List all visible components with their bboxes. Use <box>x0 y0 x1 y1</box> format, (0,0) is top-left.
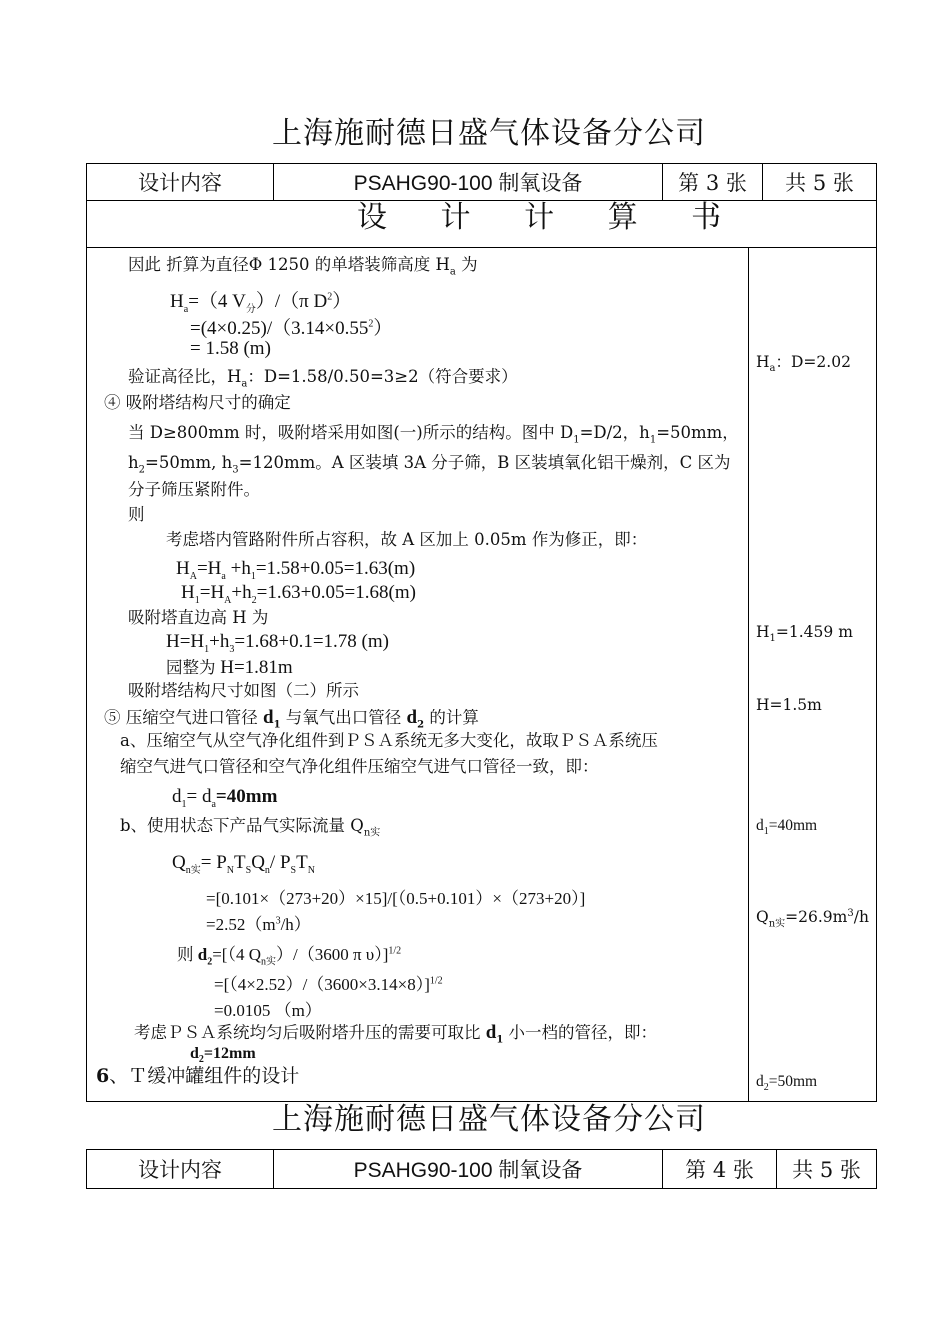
line-structure-2: $h_2=50mm$, $h_3=120mm$。A 区装填 3A 分子筛，B 区装填氧化铝干燥剂，C 区为 <box>128 453 731 476</box>
design-content-label: 设计内容 <box>87 164 274 200</box>
result-h1: $H_1=1.459$ m <box>756 623 853 645</box>
design-content-label-page2: 设计内容 <box>87 1150 274 1188</box>
formula-H1: $H_1=H_A+h_2=1.63+0.05=1.68(m)$ <box>181 582 416 606</box>
project-name-page2: PSAHG90-100 制氧设备 <box>274 1150 663 1188</box>
result-d1: $d_1=40mm$ <box>756 817 818 838</box>
sheet-number: 第 3 张 <box>663 164 763 200</box>
section-6-heading: 6、Ｔ缓冲罐组件的设计 <box>96 1065 300 1087</box>
total-sheets-page2: 共 5 张 <box>792 1158 861 1182</box>
formula-H: $H=H_1+h_3=1.68+0.1=1.78$ (m) <box>166 631 389 655</box>
formula-d2-result: =0.0105 （m） <box>214 1001 322 1020</box>
line-a-2: 缩空气进气口管径和空气净化组件压缩空气进气口管径一致，即： <box>120 757 599 776</box>
formula-HA: $H_A=H_a +h_1=1.58+0.05=1.63(m)$ <box>176 558 416 582</box>
line-equiv-height: 因此 折算为直径Φ 1250 的单塔装筛高度 $H_a$ 为 <box>128 255 478 278</box>
line-structure-3: 分子筛压紧附件。 <box>128 480 260 499</box>
company-name-page2: 上海施耐德日盛气体设备分公司 <box>272 1102 706 1137</box>
section-5-heading: ⑤ 压缩空气进口管径 $d_1$ 与氧气出口管径 $d_2$ 的计算 <box>104 707 479 731</box>
line-smaller-size: 考虑ＰＳＡ系统均匀后吸附塔升压的需要可取比 $d_1$ 小一档的管径，即： <box>134 1022 658 1046</box>
result-d2: $d_2=50mm$ <box>756 1073 818 1094</box>
line-verify-ratio: 验证高径比，$H_a$：D=1.58/0.50=3≥2（符合要求） <box>128 367 518 390</box>
line-correction: 考虑塔内管路附件所占容积，故 A 区加上 0.05m 作为修正，即： <box>166 530 648 549</box>
line-then: 则 <box>128 505 145 524</box>
result-ha-d: $H_a$：D=2.02 <box>756 353 851 375</box>
formula-d2-final: $d_2=12mm$ <box>190 1045 256 1066</box>
formula-d2: 则 $d_2=[(4$ $Q_{n实})/(3600$ π υ）]$^{1/2}$ <box>177 945 402 968</box>
result-h: H=1.5m <box>756 696 822 714</box>
header-table-page2 <box>86 1149 877 1189</box>
company-name: 上海施耐德日盛气体设备分公司 <box>272 116 706 151</box>
formula-ha: $H_a=(4$ $V_分)/(\pi$ $D^2$） <box>170 291 352 315</box>
title-row <box>86 200 877 248</box>
line-straight-height: 吸附塔直边高 H 为 <box>128 608 269 627</box>
section-4-heading: ④ 吸附塔结构尺寸的确定 <box>104 393 291 412</box>
formula-Qn: $Q_{n实}= P_NT_SQ_n/$ $P_ST_N$ <box>172 852 315 876</box>
total-sheets: 共 5 张 <box>785 171 854 195</box>
formula-Qn-sub: =[0.101×（273+20）×15]/[（0.5+0.101）×（273+20）] <box>206 889 586 908</box>
sheet-number-page2: 第 4 张 <box>663 1150 777 1188</box>
project-name: PSAHG90-100 制氧设备 <box>274 164 663 200</box>
formula-ha-sub: $=(4\times 0.25)/(3.14\times 0.55^2)$ <box>190 318 393 339</box>
line-structure-1: 当 D≥800mm 时，吸附塔采用如图(一)所示的结构。图中 $D_1=D/2$，$h_1=50mm$， <box>128 423 739 446</box>
line-a-1: a、压缩空气从空气净化组件到ＰＳＡ系统无多大变化，故取ＰＳＡ系统压 <box>120 731 658 750</box>
line-b: b、使用状态下产品气实际流量 $Q_{n实}$ <box>120 816 381 839</box>
document-title: 设 计 计 算 书 <box>357 200 744 235</box>
formula-Qn-result: $=2.52(m^3/h)$ <box>206 915 311 934</box>
line-rounded: 园整为 H=1.81m <box>166 657 293 678</box>
line-structure-fig2: 吸附塔结构尺寸如图（二）所示 <box>128 681 359 700</box>
formula-d2-sub: $=[(4\times 2.52)/(3600\times 3.14\times 8)]^{1/2}$ <box>214 975 443 994</box>
formula-d1: $d_1= d_a=40mm$ <box>172 786 278 810</box>
result-qn: $Q_{n实}=26.9m^3/h$ <box>756 908 869 930</box>
formula-ha-result: = 1.58 (m) <box>190 338 271 359</box>
column-divider <box>748 247 749 1101</box>
